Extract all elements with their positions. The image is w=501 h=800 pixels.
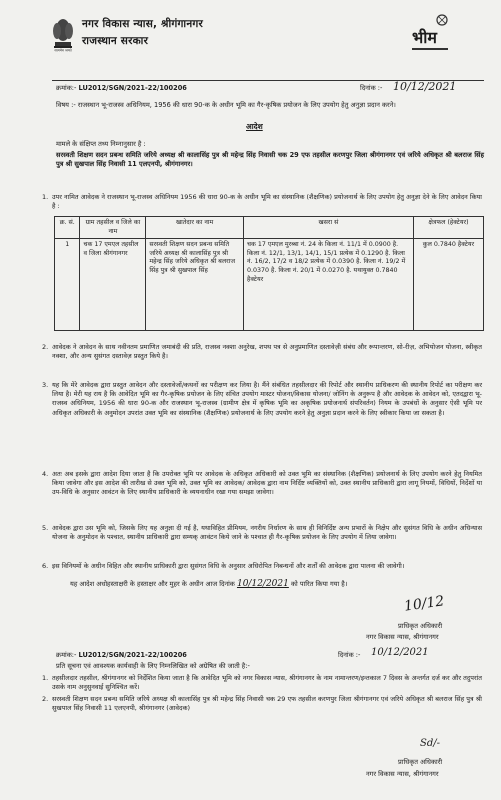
closing-line [70, 580, 490, 589]
sig1-org: नगर विकास न्यास, श्रीगंगानगर [366, 633, 439, 641]
closing-after: को पारित किया गया है। [290, 580, 348, 588]
closing-before: यह आदेश अधोहस्ताक्षरी के हस्ताक्षर और मुहर के अधीन आज दिनांक [70, 580, 235, 588]
copy-item-num: 1. [42, 674, 49, 682]
col-header: खातेदार का नाम [146, 217, 244, 239]
sig2-org: नगर विकास न्यास, श्रीगंगानगर [366, 770, 439, 778]
copy-number: LU2012/SGN/2021-22/100206 [78, 651, 187, 659]
para2-text: आवेदक ने आवेदन के साथ नवीनतम प्रमाणित जमाबंदी की प्रति, राजस्व नक्शा अनुरेख, शपथ पत्र से अनुप्रमाणित दस्तावेज़ी संबंध और रूपान्तरण, सो-रीज़, अभियोजन योजना, स्वीकृत नक्शा, और अन्य सुसंगत दस्तावेज़ प्रस्तुत किये है। [52, 343, 482, 361]
para1-text: उपर नामित आवेदक ने राजस्थान भू-राजस्व अधिनियम 1956 की धारा 90-क के अधीन भूमि का संस्थानिक (शैक्षणिक) प्रयोजनार्थ के लिए उपयोग हेतु अनुज्ञा देने के लिए आवेदन किया है : [52, 193, 482, 211]
copy-lead: प्रति सूचना एवं आवश्यक कार्यवाही के लिए निम्नलिखित को अग्रेषित की जाती है:- [56, 662, 250, 670]
cell-owner: सरस्वती शिक्षण सदन प्रबन्ध समिति जरिये अध्यक्ष श्री कालासिंह पुत्र श्री महेन्द्र सिंह जरिये अधिकृत श्री बलराज सिंह पुत्र श्री सुखपाल सिंह [146, 239, 244, 331]
emblem-logo [50, 12, 76, 52]
para6-num: 6. [42, 562, 49, 570]
closing-date: 10/12/2021 [236, 579, 289, 589]
copy-item-num: 2. [42, 695, 49, 703]
cell-khasra: चक 17 एमएल मुरब्बा नं. 24 के किला नं. 11/1 में 0.0900 है. किला नं. 12/1, 13/1, 14/1, 15/1 प्रत्येक में 0.1290 है. किला नं. 16/2, 17/2 व 18/2 प्रत्येक में 0.0390 है. किला नं. 19/2 में 0.0370 है. किला नं. 20/1 में 0.0270 है. यथायुक्त 0.7840 हैक्टेयर [244, 239, 414, 331]
copy-date-label: दिनांक :- [338, 651, 361, 659]
para3-num: 3. [42, 381, 49, 389]
para5-num: 5. [42, 524, 49, 532]
subject-text: राजस्थान भू-राजस्व अधिनियम, 1956 की धारा 90-क के अधीन भूमि का गैर-कृषिक प्रयोजन के लिए उपयोग हेतु अनुज्ञा प्रदान करने। [77, 101, 396, 109]
copy-ref-line [56, 651, 187, 660]
land-table [54, 216, 484, 331]
subject-label: विषय :- [56, 101, 76, 109]
para4-num: 4. [42, 470, 49, 478]
copy-prefix: क्रमांक:- [56, 651, 77, 659]
copy-item-text: तहसीलदार तहसील, श्रीगंगानगर को निर्देशित किया जाता है कि आवेदित भूमि को नगर विकास न्यास, श्रीगंगानगर के नाम नामान्तरण/इन्तकाल 7 दिवस के अन्तर्गत दर्ज कर और तदुपरांत उसके नाम अनुसुनवाई सुनिश्चित करें। [52, 674, 482, 692]
svg-text:सत्यमेव जयते: सत्यमेव जयते [54, 48, 72, 52]
table-row [55, 239, 484, 331]
intro-lead: मामले के संक्षिप्त तथ्य निम्नानुसार है : [56, 140, 146, 148]
col-header: ग्राम तहसील व जिले का नाम [80, 217, 146, 239]
cell-area: कुल 0.7840 हैक्टेयर [413, 239, 483, 331]
bhim-logo [408, 12, 452, 54]
para4-text: अतः अब इसके द्वारा आदेश दिया जाता है कि उपरोक्त भूमि पर आवेदक के अधिकृत अधिकारी को उक्त भूमि का संस्थानिक (शैक्षणिक) प्रयोजनार्थ के लिए उपयोग करने हेतु नियमित किया जावेगा और इस आदेश की तारीख से उक्त भूमि को, उक्त भूमि का आवेदक/ आवेदक द्वारा नाम निर्दिष्ट व्यक्तियों को, उक्त स्थानीय प्राधिकारी द्वारा लागू नियमों, विधियों, निर्देशों या उप-विधि के अनुसार आवंटन के लिए स्थानीय प्राधिकारी के व्ययनाधीन रखा गया समझा जावेगा। [52, 470, 482, 497]
ref-date-value: 10/12/2021 [393, 80, 457, 93]
table-header-row [55, 217, 484, 239]
intro-applicant: सरस्वती शिक्षण सदन प्रबन्ध समिति जरिये अध्यक्ष श्री कालासिंह पुत्र श्री महेन्द्र सिंह निवासी चक 29 एफ तहसील करणपुर जिला श्रीगंगानगर एवं जरिये अधिकृत श्री बलराज सिंह पुत्र श्री सुखपाल सिंह निवासी 11 एलएनपी, श्रीगंगानगर। [56, 151, 484, 169]
signature-mark-2: Sd/- [420, 738, 440, 749]
copy-date-value: 10/12/2021 [371, 647, 429, 658]
subject [56, 101, 476, 110]
para1-num: 1. [42, 193, 49, 201]
sig1-title: प्राधिकृत अधिकारी [398, 622, 443, 630]
col-header: क्र. सं. [55, 217, 80, 239]
para5-text: आवेदक द्वारा उस भूमि को, जिसके लिए यह अनुज्ञा दी गई है, यथाविहित प्रीमियम, नगरीय निर्धारण के साथ ही विनिर्दिष्ट अन्य प्रभारों के निक्षेप और सुसंगत विधि के अधीन अधिन्यास योजना के अनुमोदन के पश्चात, स्थानीय प्राधिकारी द्वारा सम्यक् आवंटन किये जाने के पश्चात ही गैर-कृषिक प्रयोजन के लिए उपयोग में लिया जावेगा। [52, 524, 482, 542]
signature-mark-1: 10/12 [403, 593, 446, 615]
heading: आदेश [246, 122, 263, 131]
ref-prefix: क्रमांक:- [56, 84, 77, 92]
para3-text: यह कि मेरे आवेदक द्वारा प्रस्तुत आवेदन और दस्तावेजों/कथनों का परीक्षण कर लिया है। मैंने संबंधित तहसीलदार की रिपोर्ट और स्थानीय प्राधिकरण की स्थानीय रिपोर्ट का परीक्षण कर लिया है। मेरी यह राय है कि आवेदित भूमि का गैर-कृषिक प्रयोजन के लिए संचित उपयोग मास्टर योजना/विकास योजना/ जोनिंग के अनुरूप है और आवेदक के आवेदन को, एतदद्वारा भू-राजस्व अधिनियम, 1956 की धारा 90-क और राजस्थान भू-राजस्व (ग्रामीण क्षेत्र में कृषिक भूमि का अकृषिक प्रयोजनार्थ संपरिवर्तन) नियम के उपबंधों के अनुसार ऐसी भूमि पर अधिकृत अधिकारी के अनुमोदन उपरांत उक्त भूमि का संस्थानिक (शैक्षणिक) प्रयोजनार्थ के लिए उपयोग करने हेतु अनुज्ञा प्रदान करने के लिए स्वीकार किया जा सकता है। [52, 381, 482, 417]
ref-line [56, 84, 187, 93]
cell-sno: 1 [55, 239, 80, 331]
ref-date-label: दिनांक :- [360, 84, 383, 92]
ref-number: LU2012/SGN/2021-22/100206 [78, 84, 187, 92]
col-header: खसरा सं [244, 217, 414, 239]
org-name: नगर विकास न्यास, श्रीगंगानगर [82, 18, 203, 30]
bhim-logo-text: भीम [412, 28, 437, 47]
para2-num: 2. [42, 343, 49, 351]
col-header: क्षेत्रफल (हेक्टेयर) [413, 217, 483, 239]
govt-name: राजस्थान सरकार [82, 35, 149, 47]
sig2-title: प्राधिकृत अधिकारी [398, 758, 443, 766]
copy-item-text: सरस्वती शिक्षण सदन प्रबन्ध समिति जरिये अध्यक्ष श्री कालासिंह पुत्र श्री महेन्द्र सिंह निवासी चक 29 एफ तहसील करणपुर जिला श्रीगंगानगर एवं जरिये अधिकृत श्री बलराज सिंह पुत्र श्री सुखपाल सिंह निवासी 11 एलएनपी, श्रीगंगानगर (आवेदक) [52, 695, 482, 713]
cell-village: चक 17 एमएल तहसील व जिला श्रीगंगानगर [80, 239, 146, 331]
para6-text: इस विनियमों के अधीन विहित और स्थानीय प्राधिकारी द्वारा सुसंगत विधि के अनुसार अधिरोपित निबन्धनों और शर्तों की आवेदक द्वारा पालना की जावेगी। [52, 562, 405, 570]
